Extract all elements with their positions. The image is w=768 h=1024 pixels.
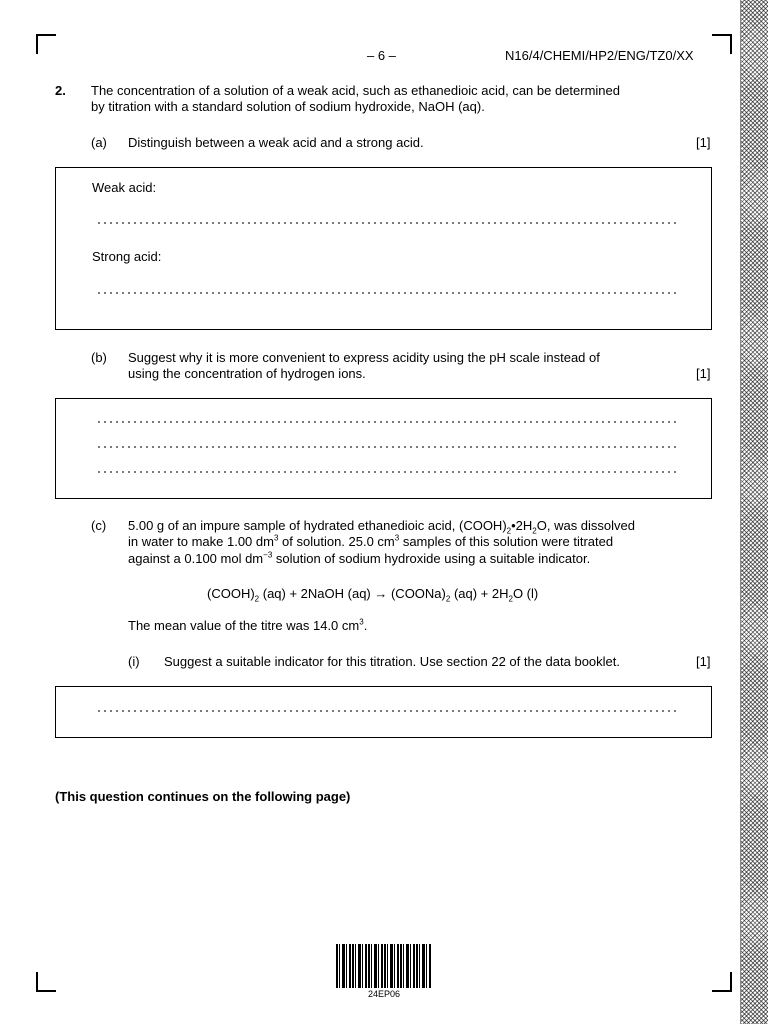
margin-pattern-strip [740, 0, 768, 1024]
part-b-line1: Suggest why it is more convenient to express acidity using the pH scale instead of [128, 350, 600, 365]
crop-mark-top-left [36, 34, 56, 54]
barcode-label: 24EP06 [367, 989, 401, 999]
part-c-line2: in water to make 1.00 $dm^3$ of solution. 25.0 $cm^3$ samples of this solution were titrated [128, 533, 614, 549]
question-intro-line2: by titration with a standard solution of sodium hydroxide, NaOH (aq). [91, 99, 485, 114]
answer-line-c-i[interactable] [96, 710, 676, 712]
answer-line-weak-acid[interactable] [96, 222, 676, 224]
part-b-marks: [1] [696, 366, 711, 381]
question-number: 2. [55, 83, 66, 98]
part-c-line1: 5.00 g of an impure sample of hydrated ethanedioic acid, $(COOH)_2•2H_2O$, was dissolved [128, 518, 635, 536]
answer-line-b-1[interactable] [96, 421, 676, 423]
part-c-line3: against a 0.100 mol $dm^{-3}$ solution of sodium hydroxide using a suitable indicator. [128, 550, 591, 566]
question-intro-line1: The concentration of a solution of a weak acid, such as ethanedioic acid, can be determined [91, 83, 620, 98]
part-c-i-marks: [1] [696, 654, 711, 669]
answer-line-b-3[interactable] [96, 471, 676, 473]
answer-box-c-i[interactable] [55, 686, 712, 738]
part-c-i-text: Suggest a suitable indicator for this titration. Use section 22 of the data booklet. [164, 654, 620, 669]
page-number: – 6 – [367, 48, 396, 63]
strong-acid-label: Strong acid: [92, 249, 162, 264]
answer-line-b-2[interactable] [96, 446, 676, 448]
part-a-text: Distinguish between a weak acid and a strong acid. [128, 135, 424, 150]
part-a-label: (a) [91, 135, 107, 150]
titre-statement: The mean value of the titre was 14.0 $cm^3$. [128, 617, 368, 633]
chemical-equation: $(COOH)_2$ (aq) + 2NaOH $(aq) \to (COONa)_2$ $(aq) + 2H_2O$ (l) [207, 586, 539, 604]
answer-line-strong-acid[interactable] [96, 292, 676, 294]
part-b-label: (b) [91, 350, 107, 365]
part-c-label: (c) [91, 518, 107, 533]
part-a-marks: [1] [696, 135, 711, 150]
continues-note: (This question continues on the following page) [55, 789, 351, 804]
crop-mark-bottom-right [712, 972, 732, 992]
crop-mark-top-right [712, 34, 732, 54]
part-b-line2: using the concentration of hydrogen ions. [128, 366, 366, 381]
part-c-i-label: (i) [128, 654, 140, 669]
answer-box-b[interactable] [55, 398, 712, 499]
barcode [336, 944, 432, 988]
paper-code: N16/4/CHEMI/HP2/ENG/TZ0/XX [505, 48, 694, 63]
weak-acid-label: Weak acid: [92, 180, 157, 195]
crop-mark-bottom-left [36, 972, 56, 992]
